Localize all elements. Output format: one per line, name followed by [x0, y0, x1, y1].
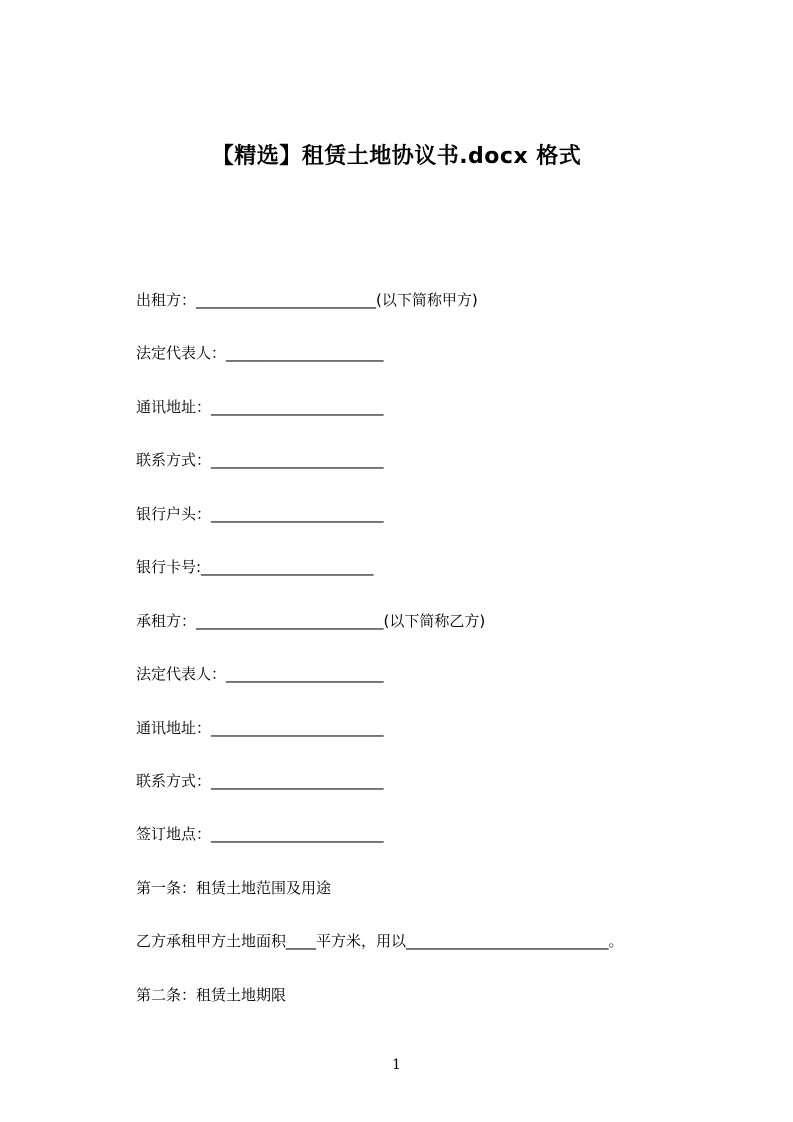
- lessee-contact-line: [136, 771, 384, 791]
- bank-card-text: 银行卡号:_______________________: [136, 558, 374, 576]
- article-2-heading: [136, 985, 286, 1005]
- lessee-representative-line: [136, 664, 384, 684]
- lessee-representative-text: 法定代表人：_____________________: [136, 665, 384, 683]
- article-2-heading-text: 第二条：租赁土地期限: [136, 986, 287, 1004]
- lessee-line: [136, 611, 485, 631]
- lessor-address-text: 通讯地址：_______________________: [136, 398, 384, 416]
- bank-card-line: [136, 557, 374, 577]
- article-1-body-text: 乙方承租甲方土地面积____平方米，用以___________________________。: [136, 932, 624, 950]
- lessor-contact-text: 联系方式：_______________________: [136, 451, 384, 469]
- article-1-heading: [136, 878, 331, 898]
- bank-account-line: [136, 504, 384, 524]
- lessor-representative-text: 法定代表人：_____________________: [136, 344, 384, 362]
- lessee-text: 承租方：_________________________(以下简称乙方): [136, 612, 486, 630]
- article-1-body: [136, 931, 624, 951]
- lessor-contact-line: [136, 450, 384, 470]
- lessee-contact-text: 联系方式：_______________________: [136, 772, 384, 790]
- signing-place-line: [136, 824, 384, 844]
- lessor-line: [136, 290, 478, 310]
- lessee-address-text: 通讯地址：_______________________: [136, 719, 384, 737]
- document-title: 【精选】租赁土地协议书.docx 格式: [211, 144, 582, 169]
- lessor-address-line: [136, 397, 384, 417]
- signing-place-text: 签订地点：_______________________: [136, 825, 384, 843]
- lessor-text: 出租方：________________________(以下简称甲方): [136, 291, 478, 309]
- lessor-representative-line: [136, 343, 384, 363]
- bank-account-text: 银行户头：_______________________: [136, 505, 384, 523]
- lessee-address-line: [136, 718, 384, 738]
- page-number: 1: [392, 1057, 401, 1073]
- article-1-heading-text: 第一条：租赁土地范围及用途: [136, 879, 332, 897]
